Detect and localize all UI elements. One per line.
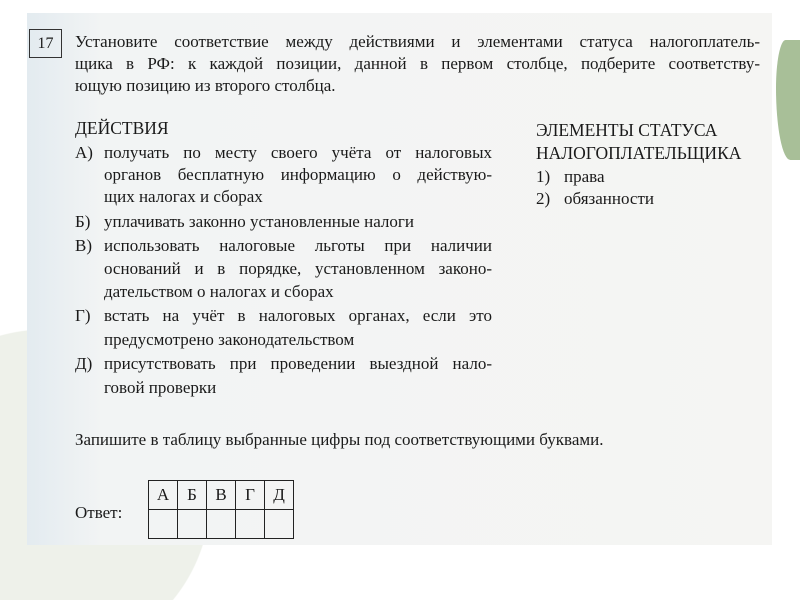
- instruction: Запишите в таблицу выбранные цифры под соответствующими буквами.: [75, 430, 604, 449]
- action-text: использовать налоговые льготы при наличии: [104, 236, 492, 255]
- element-label: обязанности: [564, 189, 654, 208]
- answer-header: Г: [236, 481, 265, 510]
- action-text: присутствовать при проведении выездной нало-: [104, 354, 492, 373]
- answer-cell[interactable]: [236, 510, 265, 539]
- action-text: уплачивать законно установленные налоги: [104, 212, 414, 231]
- decorative-shape: [776, 40, 800, 160]
- action-text: щих налогах и сборах: [104, 187, 263, 206]
- element-number: 2): [536, 189, 551, 208]
- action-letter: В): [75, 236, 92, 255]
- answer-header: В: [207, 481, 236, 510]
- answer-header: Д: [265, 481, 294, 510]
- task-number: 17: [29, 29, 62, 58]
- answer-label: Ответ:: [75, 503, 123, 522]
- element-label: права: [564, 167, 605, 186]
- answer-table: [148, 480, 294, 539]
- answer-cell[interactable]: [178, 510, 207, 539]
- intro-line: Установите соответствие между действиями и элементами статуса налогоплатель-: [75, 32, 760, 51]
- action-text: говой проверки: [104, 378, 217, 397]
- action-text: предусмотрено законодательством: [104, 330, 355, 349]
- intro-line: ющую позицию из второго столбца.: [75, 76, 336, 95]
- answer-cell[interactable]: [265, 510, 294, 539]
- answer-header: А: [149, 481, 178, 510]
- action-letter: Д): [75, 354, 93, 373]
- answer-header: Б: [178, 481, 207, 510]
- answer-cell[interactable]: [149, 510, 178, 539]
- action-text: получать по месту своего учёта от налоговых: [104, 143, 492, 162]
- elements-header: ЭЛЕМЕНТЫ СТАТУСА: [536, 120, 718, 140]
- intro-line: щика в РФ: к каждой позиции, данной в первом столбце, подберите соответству-: [75, 54, 760, 73]
- action-text: органов бесплатную информацию о действую-: [104, 165, 492, 184]
- actions-header: ДЕЙСТВИЯ: [75, 118, 169, 138]
- action-letter: Г): [75, 306, 91, 325]
- element-number: 1): [536, 167, 551, 186]
- action-text: встать на учёт в налоговых органах, если это: [104, 306, 492, 325]
- elements-header: НАЛОГОПЛАТЕЛЬЩИКА: [536, 143, 742, 163]
- action-letter: Б): [75, 212, 91, 231]
- action-text: оснований и в порядке, установленном законо-: [104, 259, 492, 278]
- action-letter: А): [75, 143, 93, 162]
- answer-cell[interactable]: [207, 510, 236, 539]
- action-text: дательством о налогах и сборах: [104, 282, 334, 301]
